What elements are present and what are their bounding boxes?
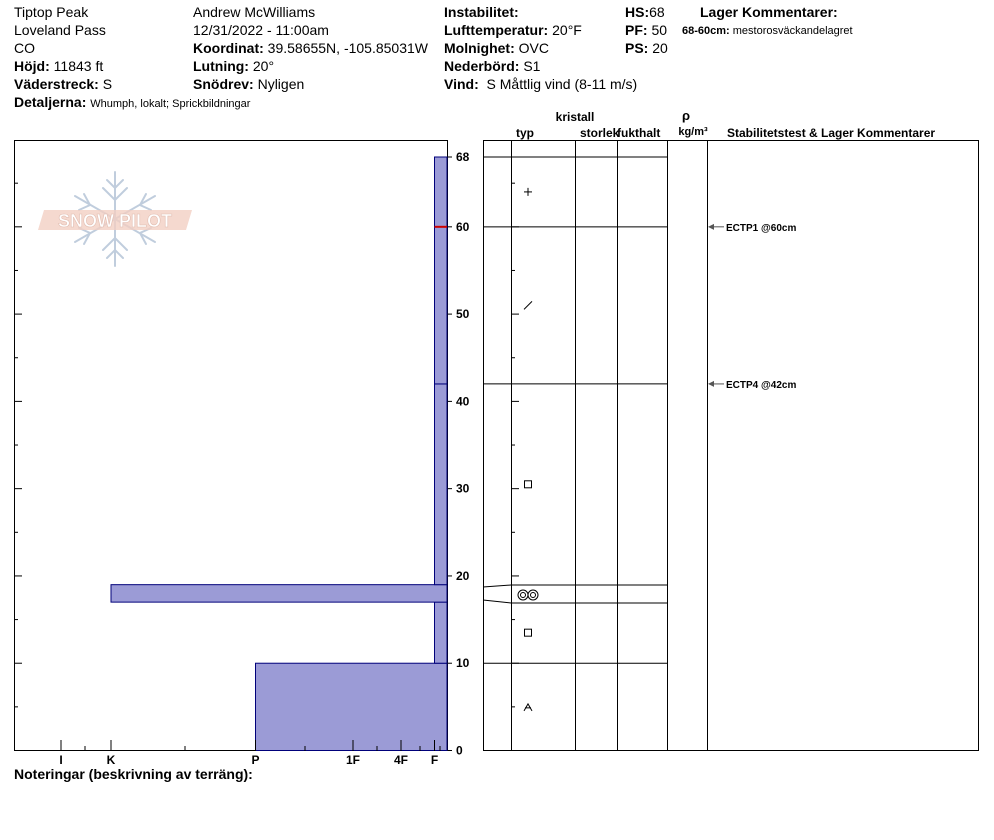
col-density-unit: kg/m³	[678, 126, 708, 138]
instability-label: Instabilitet:	[444, 4, 519, 20]
depth-label-10: 10	[456, 656, 470, 671]
hardness-label-P: P	[251, 753, 260, 767]
layer-comment-label: 68-60cm:	[682, 25, 730, 37]
profile-grid-columns	[512, 140, 708, 751]
depth-label-30: 30	[456, 481, 470, 496]
sky-label: Molnighet:	[444, 40, 515, 56]
layer-comment-value: mestorosväckandelagret	[732, 25, 853, 37]
col-type-header: typ	[516, 126, 534, 140]
grain-depth-hoar-icon	[524, 704, 532, 711]
details-label: Detaljerna:	[14, 94, 87, 110]
logo-text: SNOW PILOT	[58, 211, 172, 231]
col-tests-header: Stabilitetstest & Lager Kommentarer	[727, 126, 936, 140]
hardness-bar-layer-2	[111, 585, 447, 602]
coordinates-value: 39.58655N, -105.85031W	[267, 40, 428, 56]
depth-label-68: 68	[456, 150, 470, 164]
hardness-label-F: F	[430, 753, 439, 767]
observer-name: Andrew McWilliams	[193, 4, 316, 20]
pf-value: 50	[651, 22, 668, 38]
stability-test-0	[708, 223, 796, 234]
hardness-label-K: K	[106, 753, 116, 767]
hardness-bars	[111, 157, 447, 751]
snowpilot-logo	[38, 172, 192, 266]
wind-label: Vind:	[444, 76, 479, 92]
slope-value: 20°	[252, 58, 275, 74]
stability-test-label-1: ECTP4 @42cm	[726, 379, 797, 391]
precip-label: Nederbörd:	[444, 58, 520, 74]
depth-label-50: 50	[456, 307, 470, 322]
slope-label: Lutning:	[193, 58, 249, 74]
col-crystal-header: kristall	[555, 110, 595, 124]
sky-value: OVC	[518, 40, 549, 56]
depth-label-40: 40	[456, 394, 470, 409]
hardness-bar-layer-5	[435, 157, 448, 227]
ps-value: 20	[652, 40, 668, 56]
air-temp-label: Lufttemperatur:	[444, 22, 549, 38]
col-density-symbol: ρ	[681, 108, 691, 123]
air-temp-value: 20°F	[552, 22, 582, 38]
stability-test-label-0: ECTP1 @60cm	[726, 222, 797, 234]
ps-label: PS:	[625, 40, 649, 56]
pf-label: PF:	[625, 22, 648, 38]
grain-faceted-icon	[525, 629, 532, 636]
wind-loading-value: Nyligen	[257, 76, 305, 92]
col-size-header: storlek	[580, 126, 620, 140]
wind-value: S Måttlig vind (8-11 m/s)	[486, 76, 638, 92]
hardness-bar-layer-1	[435, 602, 448, 663]
elevation-label: Höjd:	[14, 58, 50, 74]
elevation-value: 11843 ft	[53, 58, 104, 74]
hardness-label-4F: 4F	[393, 753, 409, 767]
notes-label: Noteringar (beskrivning av terräng):	[14, 766, 253, 782]
layer-comments-title: Lager Kommentarer:	[700, 4, 838, 20]
hs-label: HS:	[625, 4, 650, 20]
hardness-label-I: I	[59, 753, 63, 767]
col-moisture-header: fukthalt	[617, 126, 661, 140]
stability-test-1	[708, 380, 796, 391]
state-name: CO	[14, 40, 35, 56]
aspect-label: Väderstreck:	[14, 76, 99, 92]
depth-ticks-left	[14, 183, 22, 707]
details-value: Whumph, lokalt; Sprickbildningar	[90, 98, 251, 110]
grain-precipitation-particles-icon	[524, 188, 532, 196]
hardness-bar-layer-3	[435, 384, 448, 585]
coordinates-label: Koordinat:	[193, 40, 264, 56]
depth-label-60: 60	[456, 219, 470, 234]
hardness-bar-layer-0	[256, 663, 448, 750]
location-name: Tiptop Peak	[14, 4, 89, 20]
hs-value: 68	[649, 4, 665, 20]
grain-melt-freeze-clusters-icon	[518, 590, 538, 600]
observation-datetime: 12/31/2022 - 11:00am	[193, 22, 329, 38]
grain-symbols	[518, 188, 538, 711]
grain-faceted-icon	[525, 481, 532, 488]
hardness-bar-layer-4	[435, 227, 448, 384]
stability-tests	[708, 223, 796, 391]
grain-decomposing-fragments-icon	[524, 301, 532, 309]
area-name: Loveland Pass	[14, 22, 106, 38]
depth-axis	[448, 150, 470, 758]
precip-value: S1	[523, 58, 541, 74]
aspect-value: S	[102, 76, 113, 92]
depth-label-20: 20	[456, 568, 470, 583]
hardness-label-1F: 1F	[345, 753, 361, 767]
wind-loading-label: Snödrev:	[193, 76, 254, 92]
depth-label-0: 0	[456, 743, 463, 758]
hardness-plot-frame	[15, 141, 448, 751]
